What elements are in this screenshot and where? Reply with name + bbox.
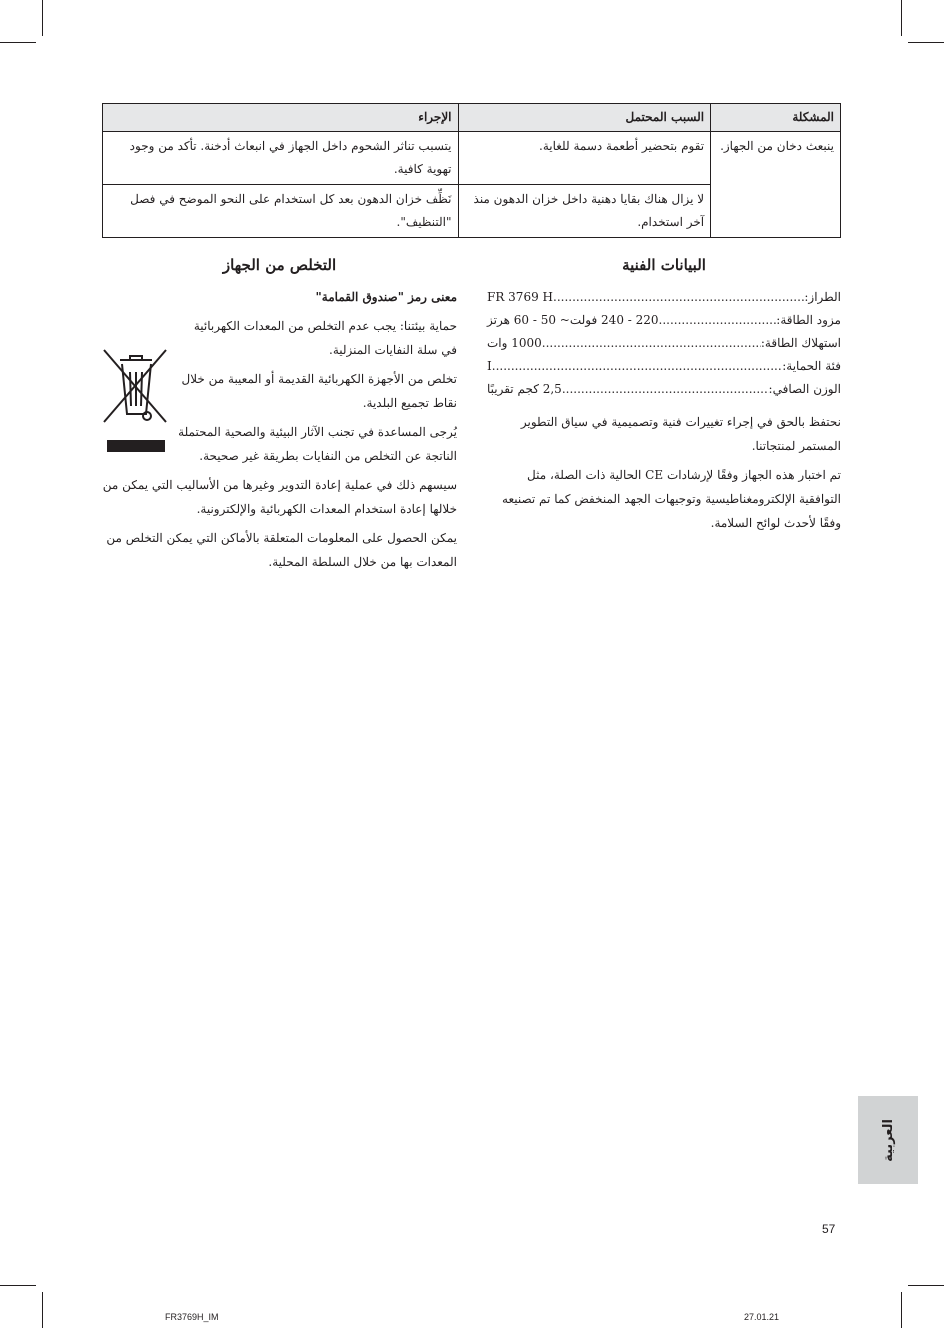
spec-row (487, 286, 841, 309)
spec-row (487, 355, 841, 378)
crop-mark (908, 1285, 944, 1286)
crop-mark (901, 0, 902, 36)
spec-value: 1000 وات (487, 336, 542, 350)
action-cell: نَظِّف خزان الدهون بعد كل استخدام على النحو الموضح في فصل "التنظيف". (103, 185, 459, 238)
leader-dots (553, 286, 804, 309)
leader-dots (659, 309, 777, 332)
page-number: 57 (822, 1222, 836, 1236)
problem-cell: ينبعث دخان من الجهاز. (711, 132, 841, 238)
troubleshooting-table (102, 103, 841, 238)
action-cell: يتسبب تناثر الشحوم داخل الجهاز في انبعاث أدخنة. تأكد من وجود تهوية كافية. (103, 132, 459, 185)
disposal-section (102, 254, 457, 579)
disposal-title: التخلص من الجهاز (222, 256, 337, 274)
spec-value: 220 - 240 فولت~ 50 - 60 هرتز (487, 313, 659, 327)
spec-value: 2,5 كجم تقريبًا (487, 382, 562, 396)
disposal-paragraph: سيسهم ذلك في عملية إعادة التدوير وغيرها من الأساليب التي يمكن من خلالها إعادة استخدام المعدات الكهربائية والإلكترونية. (102, 478, 457, 516)
technical-note: تم اختبار هذه الجهاز وفقًا لإرشادات CE الحالية ذات الصلة، مثل التوافقية الإلكترومغناطيسية وتوجيهات الجهد المنخفض كما تم تصنيعه وفقًا لأحدث لوائح السلامة. (502, 468, 841, 530)
cause-cell: لا يزال هناك بقايا دهنية داخل خزان الدهون منذ آخر استخدام. (458, 185, 711, 238)
footer-document-code: FR3769H_IM (165, 1312, 219, 1322)
spec-label: فئة الحماية: (782, 359, 841, 373)
header-problem: المشكلة (711, 104, 841, 132)
leader-dots (542, 332, 761, 355)
technical-note: نحتفظ بالحق في إجراء تغييرات فنية وتصميمية في سياق التطوير المستمر لمنتجاتنا. (520, 415, 841, 453)
technical-data-section (487, 254, 841, 540)
footer-date: 27.01.21 (744, 1312, 780, 1322)
spec-row (487, 332, 841, 355)
crop-mark (42, 0, 43, 36)
leader-dots (492, 355, 782, 378)
disposal-paragraph: يُرجى المساعدة في تجنب الآثار البيئية والصحية المحتملة الناتجة عن التخلص من النفايات بطريقة غير صحيحة. (178, 425, 457, 463)
crop-mark (0, 42, 36, 43)
weee-block (102, 314, 457, 468)
disposal-paragraph: حماية بيئتنا: يجب عدم التخلص من المعدات الكهربائية في سلة النفايات المنزلية. (193, 319, 457, 357)
crop-mark (42, 1292, 43, 1328)
spec-row (487, 309, 841, 332)
disposal-paragraph: تخلص من الأجهزة الكهربائية القديمة أو المعيبة من خلال نقاط تجميع البلدية. (181, 372, 457, 410)
spec-label: مزود الطاقة: (776, 313, 841, 327)
spec-value: I (487, 359, 492, 373)
spec-label: الوزن الصافي: (768, 382, 841, 396)
crop-mark (908, 42, 944, 43)
language-tab-label: العربية (880, 1118, 896, 1162)
header-cause: السبب المحتمل (458, 104, 711, 132)
table-header-row (103, 104, 841, 132)
header-action: الإجراء (103, 104, 459, 132)
spec-row (487, 378, 841, 401)
disposal-subtitle: معنى رمز "صندوق القمامة" (315, 290, 457, 304)
crop-mark (901, 1292, 902, 1328)
table-row (103, 132, 841, 185)
cause-cell: تقوم بتحضير أطعمة دسمة للغاية. (458, 132, 711, 185)
spec-value: FR 3769 H (487, 290, 553, 304)
disposal-paragraph: يمكن الحصول على المعلومات المتعلقة بالأماكن التي يمكن التخلص من المعدات بها من خلال السلطة المحلية. (106, 531, 457, 569)
technical-data-title: البيانات الفنية (622, 256, 706, 274)
leader-dots (562, 378, 769, 401)
spec-label: الطراز: (804, 290, 841, 304)
spec-label: استهلاك الطاقة: (760, 336, 841, 350)
crossed-out-wheelie-bin-icon (102, 342, 168, 454)
language-tab (858, 1096, 918, 1184)
crop-mark (0, 1285, 36, 1286)
